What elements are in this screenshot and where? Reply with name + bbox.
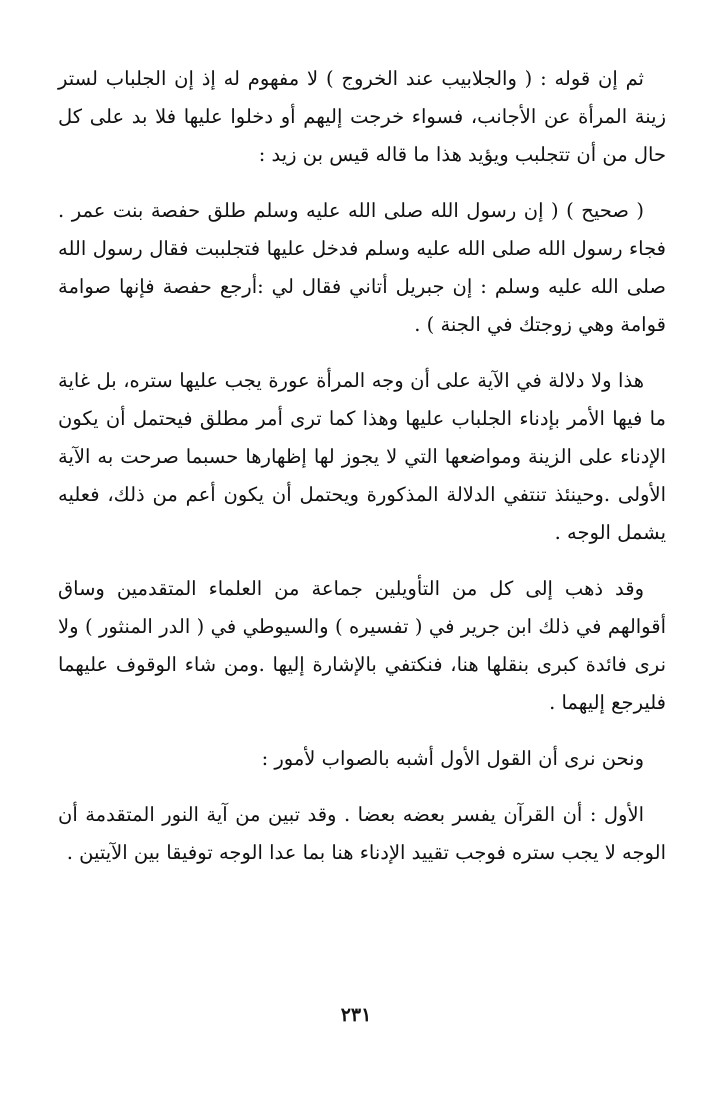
paragraph-first-reason: الأول : أن القرآن يفسر بعضه بعضا . وقد تبين من آية النور المتقدمة أن الوجه لا يجب ستره فوجب تقييد الإدناء هنا بما عدا الوجه توفيقا بين الآيتين . xyxy=(58,803,666,864)
body-text xyxy=(58,60,666,872)
paragraph-scholars-opinions: وقد ذهب إلى كل من التأويلين جماعة من العلماء المتقدمين وساق أقوالهم في ذلك ابن جرير في ( تفسيره ) والسيوطي في ( الدر المنثور ) ولا نرى فائدة كبرى بنقلها هنا، فنكتفي بالإشارة إليها .ومن شاء الوقوف عليهما فليرجع إليهما . xyxy=(58,577,666,714)
paragraph-preferred-view: ونحن نرى أن القول الأول أشبه بالصواب لأمور : xyxy=(261,747,644,770)
page-number: ٢٣١ xyxy=(340,1004,372,1026)
paragraph-hadith-hafsa: ( صحيح ) ( إن رسول الله صلى الله عليه وسلم طلق حفصة بنت عمر . فجاء رسول الله صلى الله عليه وسلم فدخل عليها فتجلببت فقال رسول الله صلى الله عليه وسلم : إن جبريل أتاني فقال لي :أرجع حفصة فإنها صوامة قوامة وهي زوجتك في الجنة ) . xyxy=(58,199,666,336)
paragraph-jilbab-covering: ثم إن قوله : ( والجلابيب عند الخروج ) لا مفهوم له إذ إن الجلباب لستر زينة المرأة عن الأجانب، فسواء خرجت إليهم أو دخلوا عليها فلا بد على كل حال من أن تتجلبب ويؤيد هذا ما قاله قيس بن زيد : xyxy=(58,67,666,166)
paragraph-verse-interpretation: هذا ولا دلالة في الآية على أن وجه المرأة عورة يجب عليها ستره، بل غاية ما فيها الأمر بإدناء الجلباب عليها وهذا كما ترى أمر مطلق فيحتمل أن يكون الإدناء على الزينة ومواضعها التي لا يجوز لها إظهارها حسبما صرحت به الآية الأولى .وحينئذ تنتفي الدلالة المذكورة ويحتمل أن يكون أعم من ذلك، فعليه يشمل الوجه . xyxy=(58,369,666,544)
